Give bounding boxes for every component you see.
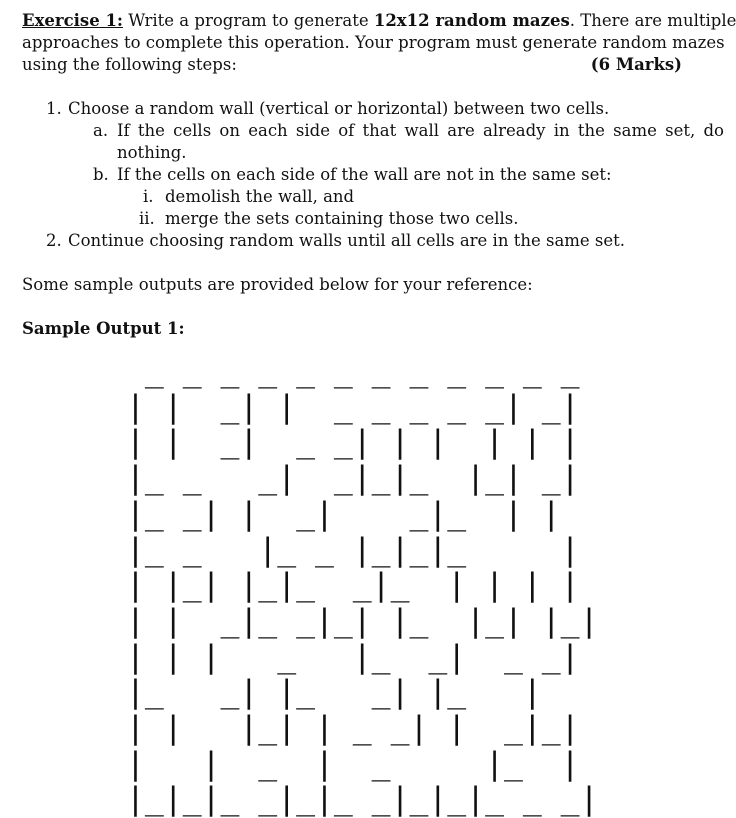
maze-row: | | _| _ _| | | | | | [126, 424, 599, 461]
intro-text-b: . There are multiple [569, 11, 736, 30]
exercise-label: Exercise 1: [22, 11, 124, 30]
step-1b-ii-text: merge the sets containing those two cells. [165, 209, 519, 228]
step-1b-ii-number: ii. [139, 209, 155, 228]
exercise-intro-line1 [22, 10, 736, 32]
step-1a-text: If the cells on each side of that wall are already in the same set, do [117, 121, 724, 140]
maze-output [126, 353, 599, 818]
maze-row: |_|_|_ _|_|_ _|_|_|_ _ _| [126, 781, 599, 818]
step-1a-cont: nothing. [117, 143, 187, 162]
step-2 [46, 230, 625, 252]
step-1b-text: If the cells on each side of the wall are not in the same set: [117, 165, 612, 184]
maze-row: |_ _| | _| _|_ | | [126, 495, 599, 532]
exercise-intro-line3: using the following steps: [22, 55, 237, 74]
exercise-intro-line2: approaches to complete this operation. Your program must generate random mazes [22, 33, 725, 52]
maze-row: | | |_| | _ _| | _|_| [126, 710, 599, 747]
samples-note: Some sample outputs are provided below for your reference: [22, 275, 533, 294]
step-1b-i-number: i. [143, 187, 154, 206]
marks-label: (6 Marks) [590, 55, 682, 74]
intro-text-a: Write a program to generate [123, 11, 374, 30]
step-1b-i-text: demolish the wall, and [165, 187, 355, 206]
maze-row: | | _ | _ |_ | [126, 745, 599, 782]
sample-output-heading: Sample Output 1: [22, 319, 185, 338]
step-1b-i [143, 186, 354, 208]
maze-row: | | _| | _ _ _ _ _| _| [126, 388, 599, 425]
step-1 [46, 98, 609, 120]
maze-size-highlight: 12x12 random mazes [373, 11, 570, 30]
maze-row: |_ _ |_ _ |_|_|_ | [126, 531, 599, 568]
maze-row: | | _|_ _|_| |_ |_| |_| [126, 602, 599, 639]
step-1a-number: a. [93, 121, 109, 140]
maze-ascii [126, 353, 599, 818]
step-1a [93, 120, 724, 142]
maze-row: | |_| |_|_ _|_ | | | | [126, 567, 599, 604]
step-1b-number: b. [93, 165, 109, 184]
step-1-number: 1. [46, 99, 62, 118]
maze-row: |_ _ _| _|_|_ |_| _| [126, 460, 599, 497]
step-2-number: 2. [46, 231, 62, 250]
step-1-text: Choose a random wall (vertical or horizontal) between two cells. [68, 99, 610, 118]
maze-row: |_ _| |_ _| |_ | [126, 674, 599, 711]
step-1b [93, 164, 612, 186]
step-1b-ii [139, 208, 518, 230]
maze-row: _ _ _ _ _ _ _ _ _ _ _ _ [126, 353, 599, 389]
maze-row: | | | _ |_ _| _ _| [126, 638, 599, 675]
step-2-text: Continue choosing random walls until all cells are in the same set. [68, 231, 626, 250]
